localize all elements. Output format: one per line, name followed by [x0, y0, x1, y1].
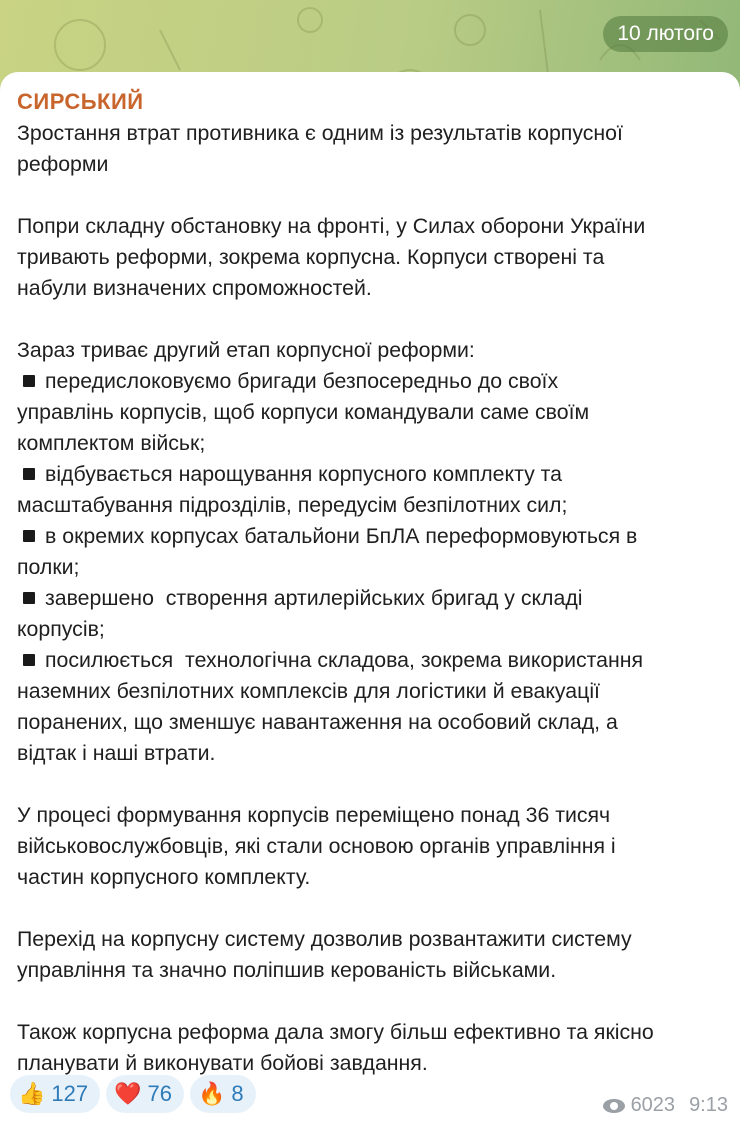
paragraph-line: частин корпусного комплекту.: [17, 865, 311, 889]
paragraph-line: Перехід на корпусну систему дозволив розвантажити систему: [17, 927, 632, 951]
view-count: 6023: [630, 1094, 676, 1116]
bullet-square-icon: [23, 375, 35, 387]
message-meta: [603, 1094, 728, 1117]
paragraph-line: Зараз триває другий етап корпусної реформи:: [17, 338, 475, 362]
bullet-text: наземних безпілотних комплексів для логістики й евакуації: [17, 679, 600, 703]
bullet-square-icon: [23, 530, 35, 542]
bullet-text: управлінь корпусів, щоб корпуси командували саме своїм: [17, 400, 590, 424]
bullet-text: передислоковуємо бригади безпосередньо до своїх: [45, 369, 559, 393]
reaction-heart[interactable]: [106, 1075, 184, 1113]
message-bubble: [0, 72, 740, 1132]
bullet-text: корпусів;: [17, 617, 105, 641]
bullet-text: комплектом військ;: [17, 431, 206, 455]
message-time: 9:13: [689, 1094, 728, 1116]
reactions-bar: [10, 1075, 256, 1113]
channel-author[interactable]: СИРСЬКИЙ: [17, 89, 144, 114]
date-separator: 10 лютого: [603, 16, 728, 52]
reaction-count: 127: [51, 1081, 89, 1106]
bullet-square-icon: [23, 592, 35, 604]
fire-icon: 🔥: [198, 1081, 226, 1106]
eye-icon: [603, 1099, 625, 1113]
bullet-text: посилюється технологічна складова, зокрема використання: [45, 648, 644, 672]
message-text: [17, 118, 727, 1079]
bullet-text: масштабування підрозділів, передусім безпілотних сил;: [17, 493, 568, 517]
bullet-text: відбувається нарощування корпусного комплекту та: [45, 462, 563, 486]
thumbs-up-icon: 👍: [18, 1081, 46, 1106]
bullet-text: в окремих корпусах батальйони БпЛА переформовуються в: [45, 524, 638, 548]
bullet-text: поранених, що зменшує навантаження на особовий склад, а: [17, 710, 618, 734]
headline-line: реформи: [17, 152, 109, 176]
paragraph-line: військовослужбовців, які стали основою органів управління і: [17, 834, 616, 858]
reaction-thumbs-up[interactable]: [10, 1075, 100, 1113]
bullet-text: відтак і наші втрати.: [17, 741, 216, 765]
bullet-square-icon: [23, 468, 35, 480]
reaction-fire[interactable]: [190, 1075, 256, 1113]
paragraph-line: управління та значно поліпшив керованість військами.: [17, 958, 557, 982]
paragraph-line: Попри складну обстановку на фронті, у Силах оборони України: [17, 214, 646, 238]
paragraph-line: набули визначених спроможностей.: [17, 276, 372, 300]
bullet-square-icon: [23, 654, 35, 666]
paragraph-line: У процесі формування корпусів переміщено понад 36 тисяч: [17, 803, 611, 827]
paragraph-line: Також корпусна реформа дала змогу більш ефективно та якісно: [17, 1020, 654, 1044]
bullet-text: полки;: [17, 555, 80, 579]
reaction-count: 8: [231, 1081, 244, 1106]
reaction-count: 76: [147, 1081, 173, 1106]
paragraph-line: планувати й виконувати бойові завдання.: [17, 1051, 428, 1075]
bullet-text: завершено створення артилерійських бригад у складі: [45, 586, 583, 610]
heart-icon: ❤️: [114, 1081, 142, 1106]
headline-line: Зростання втрат противника є одним із результатів корпусної: [17, 121, 623, 145]
paragraph-line: тривають реформи, зокрема корпусна. Корпуси створені та: [17, 245, 605, 269]
